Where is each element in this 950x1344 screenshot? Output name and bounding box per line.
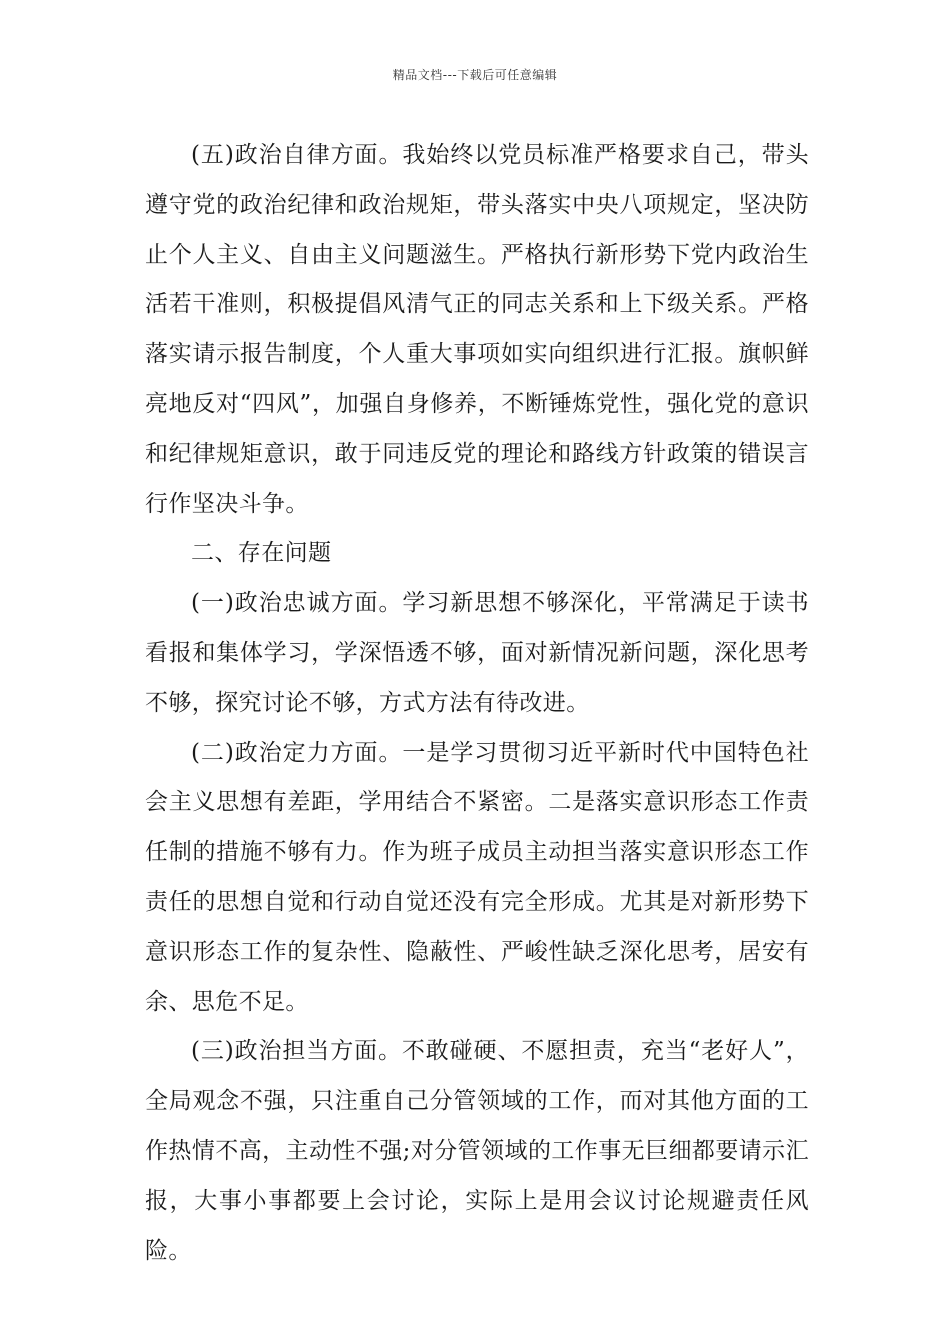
page-header: 精品文档---下载后可任意编辑 [392, 68, 558, 82]
paragraph-political-loyalty: (一)政治忠诚方面。学习新思想不够深化，平常满足于读书看报和集体学习，学深悟透不够，面对新情况新问题，深化思考不够，探究讨论不够，方式方法有待改进。 [145, 590, 809, 716]
section-heading-existing-problems: 二、存在问题 [191, 540, 332, 567]
paragraph-political-self-discipline: (五)政治自律方面。我始终以党员标准严格要求自己，带头遵守党的政治纪律和政治规矩，带头落实中央八项规定，坚决防止个人主义、自由主义问题滋生。严格执行新形势下党内政治生活若干准则，积极提倡风清气正的同志关系和上下级关系。严格落实请示报告制度，个人重大事项如实向组织进行汇报。旗帜鲜亮地反对“四风”，加强自身修养，不断锤炼党性，强化党的意识和纪律规矩意识，敢于同违反党的理论和路线方针政策的错误言行作坚决斗争。 [145, 142, 809, 517]
paragraph-political-determination: (二)政治定力方面。一是学习贯彻习近平新时代中国特色社会主义思想有差距，学用结合不紧密。二是落实意识形态工作责任制的措施不够有力。作为班子成员主动担当落实意识形态工作责任的思想自觉和行动自觉还没有完全形成。尤其是对新形势下意识形态工作的复杂性、隐蔽性、严峻性缺乏深化思考，居安有余、思危不足。 [145, 739, 809, 1015]
paragraph-political-responsibility: (三)政治担当方面。不敢碰硬、不愿担责，充当“老好人”，全局观念不强，只注重自己分管领域的工作，而对其他方面的工作热情不高，主动性不强;对分管领域的工作事无巨细都要请示汇报，大事小事都要上会讨论，实际上是用会议讨论规避责任风险。 [145, 1038, 809, 1264]
document-body [145, 131, 809, 1276]
